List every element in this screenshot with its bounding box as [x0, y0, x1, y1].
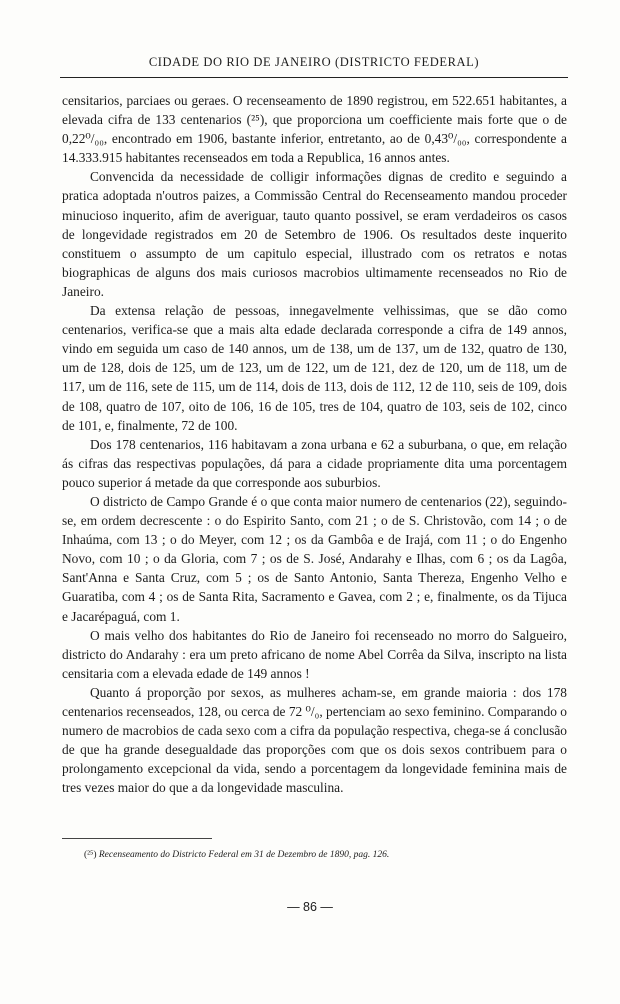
body-text	[62, 91, 567, 797]
footnote-marker: (²⁵)	[84, 850, 97, 860]
paragraph-2: Convencida da necessidade de colligir informações dignas de credito e seguindo a pratica adoptada n'outros paizes, a Commissão Central do Recenseamento mandou proceder minucioso inquerito, afim de averiguar, tauto quanto possivel, se eram verdadeiros os casos de longevidade registrados em 20 de Setembro de 1906. Os resultados deste inquerito constituem o assumpto de um capitulo especial, illustrado com os retratos e notas biographicas de alguns dos mais curiosos macrobios ultimamente recenseados no Rio de Janeiro.	[62, 169, 567, 299]
paragraph-1: censitarios, parciaes ou geraes. O recenseamento de 1890 registrou, em 522.651 habitantes, a elevada cifra de 133 centenarios (²⁵), que proporciona um coefficiente mais forte que o de 0,22⁰/₀₀, encontrado em 1906, bastante inferior, entretanto, ao de 0,43⁰/₀₀, correspondente a 14.333.915 habitantes recenseados em toda a Republica, 16 annos antes.	[62, 93, 567, 166]
paragraph-5: O districto de Campo Grande é o que conta maior numero de centenarios (22), seguindo-se, em ordem decrescente : o do Espirito Santo, com 21 ; o de S. Christovão, com 14 ; o de Inhaúma, com 13 ; o do Meyer, com 12 ; os da Gambôa e de Irajá, com 11 ; o do Engenho Novo, com 10 ; o da Gloria, com 7 ; os de S. José, Andarahy e Ilhas, com 6 ; os da Lagôa, Sant'Anna e Santa Cruz, com 5 ; os de Santo Antonio, Santa Thereza, Engenho Velho e Guaratiba, com 4 ; os de Santa Rita, Sacramento e Gavea, com 2 ; e, finalmente, os da Tijuca e Jacarépaguá, com 1.	[62, 493, 567, 624]
footnote-rule	[62, 838, 212, 839]
page-number: — 86 —	[287, 900, 333, 914]
paragraph-3: Da extensa relação de pessoas, innegavelmente velhissimas, que se dão como centenarios, verifica-se que a mais alta edade declarada corresponde a cifra de 149 annos, vindo em seguida um caso de 140 annos, um de 138, um de 137, um de 132, quatro de 130, um de 128, dois de 125, um de 123, um de 122, um de 121, dez de 120, um de 118, um de 117, um de 116, sete de 115, um de 114, dois de 113, dois de 112, 12 de 110, seis de 109, dois de 108, quatro de 107, oito de 106, 16 de 105, tres de 104, quatro de 103, seis de 102, cinco de 101, e, finalmente, 72 de 100.	[62, 303, 567, 433]
footnote-text: Recenseamento do Districto Federal em 31 de Dezembro de 1890, pag. 126.	[98, 850, 390, 860]
paragraph-7: Quanto á proporção por sexos, as mulheres acham-se, em grande maioria : dos 178 centenarios recenseados, 128, ou cerca de 72 ⁰/₀, pertenciam ao sexo feminino. Comparando o numero de macrobios de cada sexo com a cifra da população respectiva, chega-se á conclusão de que ha grande desegualdade das proporções com que os dois sexos contribuem para o prolongamento excepcional da vida, sendo a porcentagem da longevidade feminina mais de tres vezes maior do que a da longevidade masculina.	[62, 684, 567, 796]
running-header: CIDADE DO RIO DE JANEIRO (DISTRICTO FEDERAL)	[148, 55, 480, 69]
header-rule	[60, 77, 568, 78]
paragraph-6: O mais velho dos habitantes do Rio de Janeiro foi recenseado no morro do Salgueiro, districto do Andarahy : era um preto africano de nome Abel Corrêa da Silva, inscripto na lista censitaria com a elevada edade de 149 annos !	[62, 627, 567, 681]
paragraph-4: Dos 178 centenarios, 116 habitavam a zona urbana e 62 a suburbana, o que, em relação ás cifras das respectivas populações, dá para a cidade propriamente dita uma porcentagem pouco superior á metade da que corresponde aos suburbios.	[62, 436, 567, 490]
footnote	[84, 850, 564, 860]
